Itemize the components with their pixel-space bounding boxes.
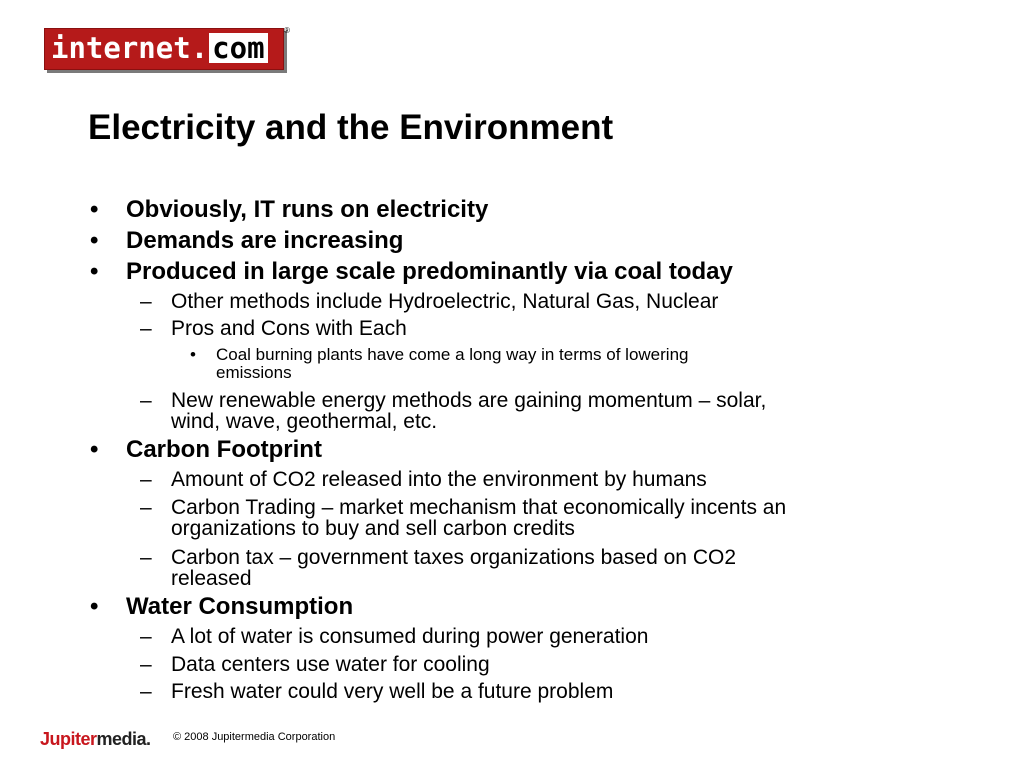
sub-bullet-text-line1: Carbon tax – government taxes organizations based on CO2 [171, 546, 737, 569]
sub-bullet-text: Fresh water could very well be a future problem [171, 680, 614, 703]
sub-bullet-text: Amount of CO2 released into the environment by humans [171, 468, 707, 491]
logo-jupiter-text: Jupiter [40, 729, 97, 749]
bullet-marker: • [90, 436, 99, 463]
sub-bullet-text-line1: Carbon Trading – market mechanism that economically incents an [171, 496, 787, 519]
sub-bullet-text-line2: organizations to buy and sell carbon credits [171, 517, 575, 540]
logo-media-text: media. [96, 729, 151, 749]
registered-mark: ® [284, 26, 290, 35]
bullet-text: Water Consumption [126, 593, 354, 620]
slide-title: Electricity and the Environment [88, 108, 614, 147]
bullet-text: Produced in large scale predominantly via coal today [126, 258, 733, 285]
sub-sub-bullet-text-line1: Coal burning plants have come a long way in terms of lowering [216, 345, 689, 364]
bullet-marker: • [90, 258, 99, 285]
bullet-text: Obviously, IT runs on electricity [126, 196, 489, 223]
dash-marker: – [140, 290, 152, 313]
sub-bullet-text: Data centers use water for cooling [171, 653, 490, 676]
dash-marker: – [140, 317, 152, 340]
dash-marker: – [140, 546, 152, 569]
dash-marker: – [140, 468, 152, 491]
sub-bullet-text: Pros and Cons with Each [171, 317, 407, 340]
bullet-text: Demands are increasing [126, 227, 404, 254]
bullet-marker: • [90, 227, 99, 254]
sub-bullet-text-line2: wind, wave, geothermal, etc. [171, 410, 438, 433]
dash-marker: – [140, 680, 152, 703]
dash-marker: – [140, 625, 152, 648]
sub-bullet-text: Other methods include Hydroelectric, Natural Gas, Nuclear [171, 290, 719, 313]
logo-text-internet: internet [51, 31, 191, 65]
sub-bullet-text: A lot of water is consumed during power generation [171, 625, 649, 648]
copyright-text: © 2008 Jupitermedia Corporation [173, 731, 336, 743]
logo-text-com: com [209, 33, 267, 63]
dash-marker: – [140, 496, 152, 519]
bullet-text: Carbon Footprint [126, 436, 322, 463]
bullet-marker: • [90, 593, 99, 620]
sub-bullet-text-line1: New renewable energy methods are gaining momentum – solar, [171, 389, 767, 412]
bullet-marker: • [90, 196, 99, 223]
jupitermedia-logo [40, 729, 151, 750]
sub-bullet-text-line2: released [171, 567, 252, 590]
logo-text-dot: . [190, 31, 209, 65]
bullet-marker: • [190, 345, 196, 364]
dash-marker: – [140, 389, 152, 412]
dash-marker: – [140, 653, 152, 676]
sub-sub-bullet-text-line2: emissions [216, 363, 292, 382]
